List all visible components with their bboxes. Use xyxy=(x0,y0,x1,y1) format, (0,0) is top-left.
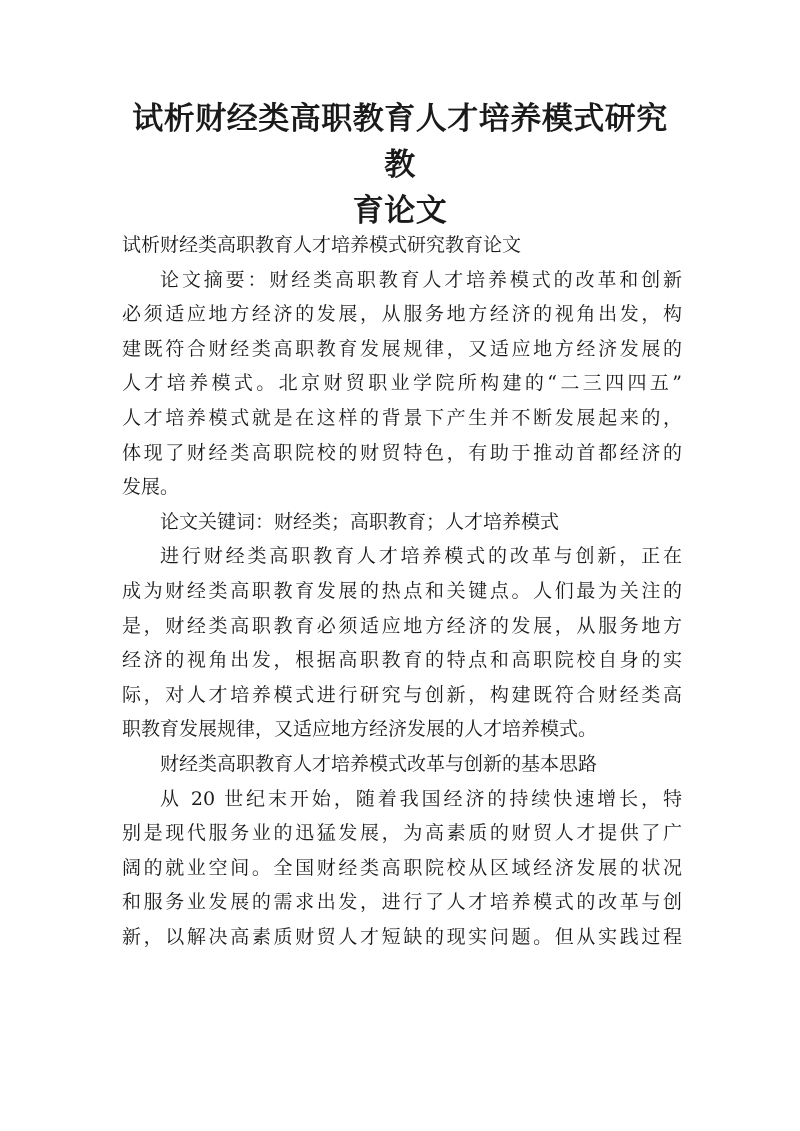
paragraph-abstract xyxy=(122,263,682,505)
title-line: 育论文 xyxy=(352,193,448,229)
paragraph-line: 新，以解决高素质财贸人才短缺的现实问题。但从实践过程 xyxy=(122,925,682,948)
paragraph-line: 必须适应地方经济的发展，从服务地方经济的视角出发，构 xyxy=(122,303,682,326)
paragraph-line: 和服务业发展的需求出发，进行了人才培养模式的改革与创 xyxy=(122,891,682,914)
document-subtitle: 试析财经类高职教育人才培养模式研究教育论文 xyxy=(122,234,522,256)
paragraph-line: 体现了财经类高职院校的财贸特色，有助于推动首都经济的 xyxy=(122,441,682,464)
paragraph-line: 财经类高职教育人才培养模式改革与创新的基本思路 xyxy=(160,752,598,775)
document-title xyxy=(120,96,680,234)
paragraph-line: 论文摘要：财经类高职教育人才培养模式的改革和创新 xyxy=(160,268,682,291)
paragraph-body xyxy=(122,782,682,955)
paragraph-line: 阔的就业空间。全国财经类高职院校从区域经济发展的状况 xyxy=(122,856,682,879)
paragraph-keywords xyxy=(122,505,682,540)
paragraph-line: 经济的视角出发，根据高职教育的特点和高职院校自身的实 xyxy=(122,649,682,672)
paragraph-line: 成为财经类高职教育发展的热点和关键点。人们最为关注的 xyxy=(122,579,682,602)
paragraph-line: 建既符合财经类高职教育发展规律，又适应地方经济发展的 xyxy=(122,337,682,360)
paragraph-line: 人才培养模式就是在这样的背景下产生并不断发展起来的， xyxy=(122,406,682,429)
document-body xyxy=(122,228,682,954)
paragraph-intro xyxy=(122,539,682,747)
paragraph-line: 际，对人才培养模式进行研究与创新，构建既符合财经类高 xyxy=(122,683,682,706)
paragraph-line: 人才培养模式。北京财贸职业学院所构建的“二三四四五” xyxy=(122,372,682,395)
paragraph-line: 论文关键词：财经类；高职教育；人才培养模式 xyxy=(160,510,560,533)
title-line: 试析财经类高职教育人才培养模式研究教 xyxy=(132,101,668,183)
section-heading xyxy=(122,747,682,782)
paragraph-line: 职教育发展规律，又适应地方经济发展的人才培养模式。 xyxy=(122,718,598,741)
paragraph-line: 是，财经类高职教育必须适应地方经济的发展，从服务地方 xyxy=(122,614,682,637)
paragraph-line: 别是现代服务业的迅猛发展，为高素质的财贸人才提供了广 xyxy=(122,822,682,845)
paragraph-line: 发展。 xyxy=(122,476,180,499)
paragraph-line: 进行财经类高职教育人才培养模式的改革与创新，正在 xyxy=(160,545,682,568)
paragraph-line: 从 20 世纪末开始，随着我国经济的持续快速增长，特 xyxy=(160,787,682,810)
